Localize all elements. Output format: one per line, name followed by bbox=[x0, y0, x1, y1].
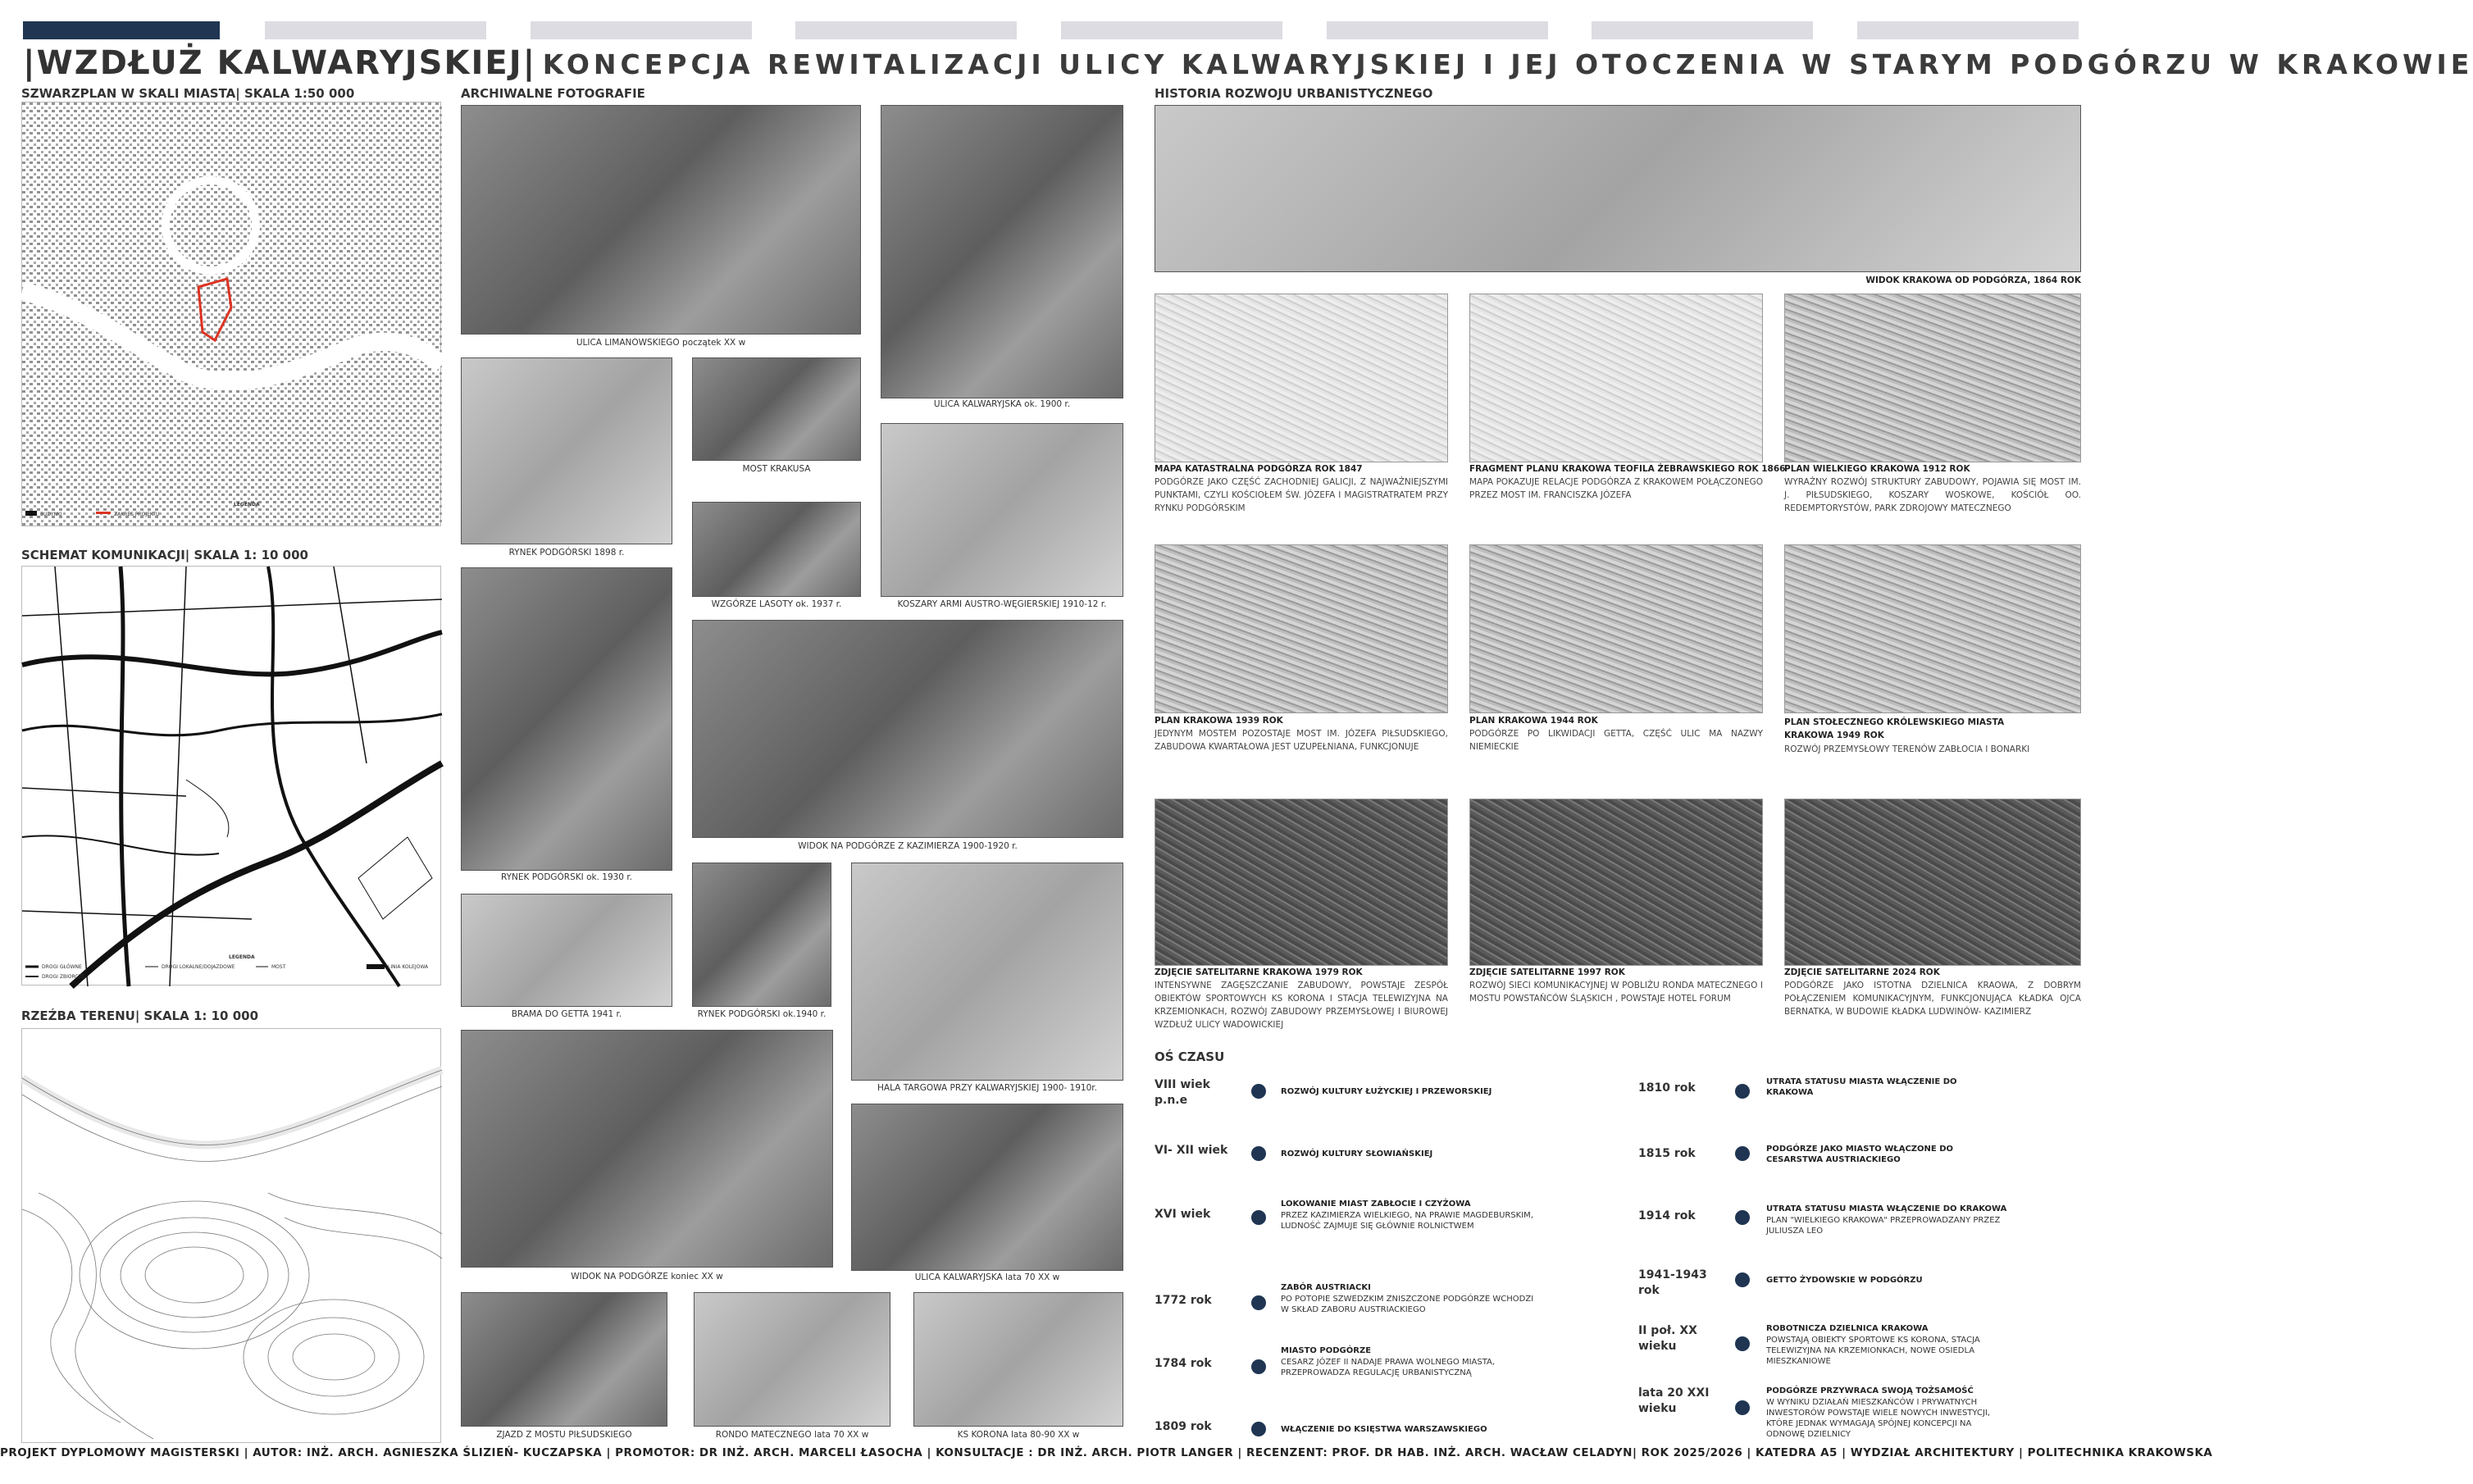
timeline-date: VI- XII wiek bbox=[1155, 1144, 1228, 1157]
timeline-marker bbox=[1251, 1422, 1266, 1436]
timeline-event: ZABÓR AUSTRIACKI bbox=[1281, 1283, 1371, 1292]
timeline-event: PODGÓRZE PRZYWRACA SWOJĄ TOŻSAMOŚĆ bbox=[1766, 1386, 1974, 1395]
satellite-1997-title: ZDJĘCIE SATELITARNE 1997 ROK bbox=[1469, 967, 1625, 977]
page-indicator-1 bbox=[23, 21, 220, 39]
timeline-event: UTRATA STATUSU MIASTA WŁĄCZENIE DO KRAKOWA bbox=[1766, 1204, 2007, 1213]
timeline-marker bbox=[1251, 1084, 1266, 1099]
section-title-timeline: OŚ CZASU bbox=[1155, 1049, 1225, 1064]
caption-wzgorze-lasoty: WZGÓRZE LASOTY ok. 1937 r. bbox=[711, 599, 842, 609]
map-1949-title: PLAN STOŁECZNEGO KRÓLEWSKIEGO MIASTA KRAKOWA 1949 ROK bbox=[1784, 717, 2005, 740]
timeline-event: LOKOWANIE MIAST ZABŁOCIE I CZYŻOWA bbox=[1281, 1199, 1471, 1209]
terrain-map bbox=[21, 1028, 441, 1443]
photo-widok-1900 bbox=[692, 620, 1123, 838]
photo-rynek-1940 bbox=[692, 863, 831, 1007]
page-indicator-7 bbox=[1592, 21, 1813, 39]
map-1912-title: PLAN WIELKIEGO KRAKOWA 1912 ROK bbox=[1784, 464, 1970, 474]
timeline-marker bbox=[1735, 1400, 1750, 1415]
caption-rynek-1898: RYNEK PODGÓRSKI 1898 r. bbox=[508, 548, 625, 558]
timeline-event-desc: PO POTOPIE SZWEDZKIM ZNISZCZONE PODGÓRZE WCHODZI W SKŁAD ZABORU AUSTRIACKIEGO bbox=[1281, 1295, 1534, 1314]
caption-rondo-matecznego: RONDO MATECZNEGO lata 70 XX w bbox=[715, 1430, 869, 1440]
timeline-date: 1784 rok bbox=[1155, 1357, 1212, 1370]
map-1847-desc: PODGÓRZE JAKO CZĘŚĆ ZACHODNIEJ GALICJI, Z NAJWAŻNIEJSZYMI PUNKTAMI, CZYLI KOŚCIOŁEM ŚW. JÓZEFA I MAGISTRATRATEM PRZY RYNKU PODGÓRSKIM bbox=[1155, 477, 1448, 513]
map-1944-desc: PODGÓRZE PO LIKWIDACJI GETTA, CZĘŚĆ ULIC MA NAZWY NIEMIECKIE bbox=[1469, 729, 1763, 752]
legend-area: ZAKRES PROJEKTU bbox=[114, 512, 160, 517]
caption-brama-getta: BRAMA DO GETTA 1941 r. bbox=[511, 1009, 622, 1019]
caption-rynek-1930: RYNEK PODGÓRSKI ok. 1930 r. bbox=[500, 872, 633, 882]
caption-most-krakusa: MOST KRAKUSA bbox=[742, 464, 811, 474]
satellite-1979 bbox=[1155, 799, 1448, 966]
satellite-1979-title: ZDJĘCIE SATELITARNE KRAKOWA 1979 ROK bbox=[1155, 967, 1363, 977]
caption-panorama: WIDOK KRAKOWA OD PODGÓRZA, 1864 ROK bbox=[1865, 275, 2081, 285]
page-indicator-6 bbox=[1327, 21, 1548, 39]
photo-limanowskiego bbox=[461, 105, 861, 335]
footer-credits: PROJEKT DYPLOMOWY MAGISTERSKI | AUTOR: INŻ. ARCH. AGNIESZKA ŚLIZIEŃ- KUCZAPSKA | PROMOTOR: DR INŻ. ARCH. MARCELI ŁASOCHA | KONSULTACJE : DR INŻ. ARCH. PIOTR LANGER | RECENZENT: PROF. DR HAB. INŻ. ARCH. WACŁAW CELADYN| ROK 2025/2026 | KATEDRA A5 | WYDZIAŁ ARCHITEKTURY | POLITECHNIKA KRAKOWSKA bbox=[0, 1446, 2213, 1459]
map-1847-title: MAPA KATASTRALNA PODGÓRZA ROK 1847 bbox=[1155, 464, 1363, 474]
caption-hala-targowa: HALA TARGOWA PRZY KALWARYJSKIEJ 1900- 1910r. bbox=[877, 1083, 1097, 1093]
page-indicator-3 bbox=[531, 21, 752, 39]
timeline-marker bbox=[1735, 1210, 1750, 1225]
photo-ks-korona bbox=[913, 1292, 1123, 1427]
timeline-event: PODGÓRZE JAKO MIASTO WŁĄCZONE DO CESARSTWA AUSTRIACKIEGO bbox=[1766, 1145, 1954, 1164]
timeline-marker bbox=[1251, 1210, 1266, 1225]
title-sub: KONCEPCJA REWITALIZACJI ULICY KALWARYJSKIEJ I JEJ OTOCZENIA W STARYM PODGÓRZU W KRAKOWIE bbox=[542, 48, 2473, 80]
page-indicator-2 bbox=[265, 21, 486, 39]
photo-hala-targowa bbox=[851, 863, 1123, 1081]
legend-buildings: BUDYNKI bbox=[40, 512, 62, 517]
map-1944-title: PLAN KRAKOWA 1944 ROK bbox=[1469, 716, 1598, 726]
satellite-1997-desc: ROZWÓJ SIECI KOMUNIKACYJNEJ W POBLIŻU RONDA MATECZNEGO I MOSTU POWSTAŃCÓW ŚLĄSKICH , POWSTAJE HOTEL FORUM bbox=[1469, 981, 1763, 1004]
section-title-rzezba: RZEŹBA TERENU| SKALA 1: 10 000 bbox=[21, 1008, 259, 1023]
legend-main-roads: DROGI GŁÓWNE bbox=[42, 964, 82, 970]
section-title-schwarzplan: SZWARZPLAN W SKALI MIASTA| SKALA 1:50 000 bbox=[21, 86, 355, 101]
photo-zjazd-mostu bbox=[461, 1292, 667, 1427]
timeline-date: 1810 rok bbox=[1638, 1081, 1696, 1095]
timeline-event-desc: PRZEZ KAZIMIERZA WIELKIEGO, NA PRAWIE MAGDEBURSKIM, LUDNOŚĆ ZAJMUJE SIĘ GŁÓWNIE ROLNICTWEM bbox=[1281, 1211, 1533, 1231]
satellite-2024-desc: PODGÓRZE JAKO ISTOTNA DZIELNICA KRAOWA, Z DOBRYM POŁĄCZENIEM KOMUNIKACYJNYM, FUNKCJONUJĄCA KŁADKA OJCA BERNATKA, W BUDOWIE KŁADKA LUDWINÓW- KAZIMIERZ bbox=[1784, 981, 2081, 1017]
map-1949 bbox=[1784, 544, 2081, 713]
timeline-marker bbox=[1735, 1272, 1750, 1287]
caption-widok-xx: WIDOK NA PODGÓRZE koniec XX w bbox=[571, 1272, 723, 1281]
timeline-event: MIASTO PODGÓRZE bbox=[1281, 1346, 1372, 1355]
photo-kalwaryjska-70 bbox=[851, 1104, 1123, 1271]
legend-title-2: LEGENDA bbox=[229, 954, 255, 960]
timeline-event-desc: W WYNIKU DZIAŁAŃ MIESZKAŃCÓW I PRYWATNYCH INWESTORÓW POWSTAJE WIELE NOWYCH INWESTYCJI, KTÓRE JEDNAK WYMAGAJĄ SPÓJNEJ KONCEPCJI NA ODNOWĘ DZIELNICY bbox=[1766, 1398, 1991, 1439]
timeline-marker bbox=[1251, 1295, 1266, 1310]
timeline-marker bbox=[1735, 1146, 1750, 1161]
map-1866-title: FRAGMENT PLANU KRAKOWA TEOFILA ŻEBRAWSKIEGO ROK 1866 bbox=[1469, 464, 1786, 474]
timeline-event: WŁĄCZENIE DO KSIĘSTWA WARSZAWSKIEGO bbox=[1281, 1425, 1487, 1434]
satellite-2024-title: ZDJĘCIE SATELITARNE 2024 ROK bbox=[1784, 967, 1940, 977]
satellite-2024 bbox=[1784, 799, 2081, 966]
caption-limanowskiego: ULICA LIMANOWSKIEGO początek XX w bbox=[576, 338, 746, 348]
communication-scheme-map bbox=[21, 566, 441, 986]
map-1939 bbox=[1155, 544, 1448, 713]
photo-wzgorze-lasoty bbox=[692, 502, 861, 597]
poster-title bbox=[23, 44, 2473, 85]
photo-brama-getta bbox=[461, 894, 672, 1007]
caption-kalwaryjska-70: ULICA KALWARYJSKA lata 70 XX w bbox=[914, 1272, 1060, 1282]
page-indicator-5 bbox=[1061, 21, 1282, 39]
satellite-1979-desc: INTENSYWNE ZAGĘSZCZANIE ZABUDOWY, POWSTAJE ZESPÓŁ OBIEKTÓW SPORTOWYCH KS KORONA I STACJA TELEWIZYJNA NA KRZEMIONKACH, ROZWÓJ ZABUDOWY PRZEMYSŁOWEJ I BIUROWEJ WZDŁUŻ ULICY WADOWICKIEJ bbox=[1155, 981, 1448, 1030]
timeline-event: UTRATA STATUSU MIASTA WŁĄCZENIE DO KRAKOWA bbox=[1766, 1077, 1957, 1097]
caption-ks-korona: KS KORONA lata 80-90 XX w bbox=[957, 1430, 1080, 1440]
timeline-marker bbox=[1251, 1146, 1266, 1161]
timeline-date: lata 20 XXI wieku bbox=[1638, 1386, 1710, 1415]
map-1866 bbox=[1469, 294, 1763, 462]
map-1912-desc: WYRAŹNY ROZWÓJ STRUKTURY ZABUDOWY, POJAWIA SIĘ MOST IM. J. PIŁSUDSKIEGO, KOSZARY WOSKOWE, KOŚCIÓŁ OO. REDEMPTORYSTÓW, PARK ZDROJOWY MATECZNEGO bbox=[1784, 477, 2081, 513]
panorama-1864 bbox=[1155, 105, 2081, 272]
map-1866-desc: MAPA POKAZUJE RELACJE PODGÓRZA Z KRAKOWEM POŁĄCZONEGO PRZEZ MOST IM. FRANCISZKA JÓZEFA bbox=[1469, 477, 1763, 500]
page-indicator-4 bbox=[795, 21, 1017, 39]
timeline-date: 1914 rok bbox=[1638, 1209, 1696, 1222]
timeline-date: 1809 rok bbox=[1155, 1420, 1212, 1433]
timeline-date: XVI wiek bbox=[1155, 1208, 1211, 1221]
map-1939-title: PLAN KRAKOWA 1939 ROK bbox=[1155, 716, 1283, 726]
page-indicator-8 bbox=[1857, 21, 2079, 39]
legend-collector-roads: DROGI ZBIORCZE bbox=[42, 974, 85, 980]
caption-widok-1900: WIDOK NA PODGÓRZE Z KAZIMIERZA 1900-1920 r. bbox=[798, 841, 1018, 851]
photo-rynek-1898 bbox=[461, 357, 672, 544]
photo-rondo-matecznego bbox=[694, 1292, 890, 1427]
schwarzplan-map bbox=[21, 102, 441, 526]
timeline-event: GETTO ŻYDOWSKIE W PODGÓRZU bbox=[1766, 1276, 1923, 1285]
timeline-marker bbox=[1735, 1084, 1750, 1099]
photo-most-krakusa bbox=[692, 357, 861, 461]
map-1912 bbox=[1784, 294, 2081, 462]
legend-title: LEGENDA bbox=[234, 502, 260, 508]
timeline-event: ROZWÓJ KULTURY SŁOWIAŃSKIEJ bbox=[1281, 1149, 1433, 1159]
timeline-event: ROZWÓJ KULTURY ŁUŻYCKIEJ I PRZEWORSKIEJ bbox=[1281, 1087, 1492, 1096]
map-1949-desc: ROZWÓJ PRZEMYSŁOWY TERENÓW ZABŁOCIA I BONARKI bbox=[1784, 744, 2030, 754]
timeline-date: 1941-1943 rok bbox=[1638, 1268, 1707, 1297]
timeline-marker bbox=[1735, 1336, 1750, 1351]
timeline-date: 1815 rok bbox=[1638, 1147, 1696, 1160]
map-1939-desc: JEDYNYM MOSTEM POZOSTAJE MOST IM. JÓZEFA PIŁSUDSKIEGO, ZABUDOWA KWARTAŁOWA JEST UZUPEŁNIANA, FUNKCJONUJE bbox=[1155, 729, 1448, 752]
map-1847 bbox=[1155, 294, 1448, 462]
caption-koszary: KOSZARY ARMI AUSTRO-WĘGIERSKIEJ 1910-12 r. bbox=[897, 599, 1107, 609]
timeline-event-desc: POWSTAJĄ OBIEKTY SPORTOWE KS KORONA, STACJA TELEWIZYJNA NA KRZEMIONKACH, NOWE OSIEDLA MIESZKANIOWE bbox=[1766, 1336, 1980, 1366]
timeline-event-desc: PLAN "WIELKIEGO KRAKOWA" PRZEPROWADZANY PRZEZ JULIUSZA LEO bbox=[1766, 1216, 2001, 1236]
photo-kalwaryjska-1900 bbox=[881, 105, 1123, 398]
section-title-history: HISTORIA ROZWOJU URBANISTYCZNEGO bbox=[1155, 86, 1433, 101]
photo-koszary bbox=[881, 423, 1123, 597]
map-1944 bbox=[1469, 544, 1763, 713]
timeline-event-desc: CESARZ JÓZEF II NADAJE PRAWA WOLNEGO MIASTA, PRZEPROWADZA REGULACJĘ URBANISTYCZNĄ bbox=[1281, 1358, 1496, 1377]
caption-kalwaryjska-1900: ULICA KALWARYJSKA ok. 1900 r. bbox=[933, 399, 1071, 409]
timeline-date: 1772 rok bbox=[1155, 1294, 1212, 1307]
timeline-date: II poł. XX wieku bbox=[1638, 1324, 1697, 1353]
photo-rynek-1930 bbox=[461, 567, 672, 871]
legend-local-roads: DROGI LOKALNE/DOJAZDOWE bbox=[162, 964, 235, 970]
legend-bridge: MOST bbox=[271, 964, 286, 970]
timeline-date: VIII wiek p.n.e bbox=[1155, 1078, 1210, 1107]
satellite-1997 bbox=[1469, 799, 1763, 966]
timeline-event: ROBOTNICZA DZIELNICA KRAKOWA bbox=[1766, 1324, 1929, 1333]
title-main: |WZDŁUŻ KALWARYJSKIEJ| bbox=[23, 44, 537, 82]
photo-widok-xx bbox=[461, 1030, 833, 1268]
section-title-archive: ARCHIWALNE FOTOGRAFIE bbox=[461, 86, 645, 101]
caption-rynek-1940: RYNEK PODGÓRSKI ok.1940 r. bbox=[697, 1009, 827, 1019]
caption-zjazd-mostu: ZJAZD Z MOSTU PIŁSUDSKIEGO bbox=[496, 1430, 632, 1440]
section-title-komunikacja: SCHEMAT KOMUNIKACJI| SKALA 1: 10 000 bbox=[21, 548, 308, 562]
timeline-marker bbox=[1251, 1359, 1266, 1374]
legend-rail: LINIA KOLEJOWA bbox=[388, 964, 429, 970]
